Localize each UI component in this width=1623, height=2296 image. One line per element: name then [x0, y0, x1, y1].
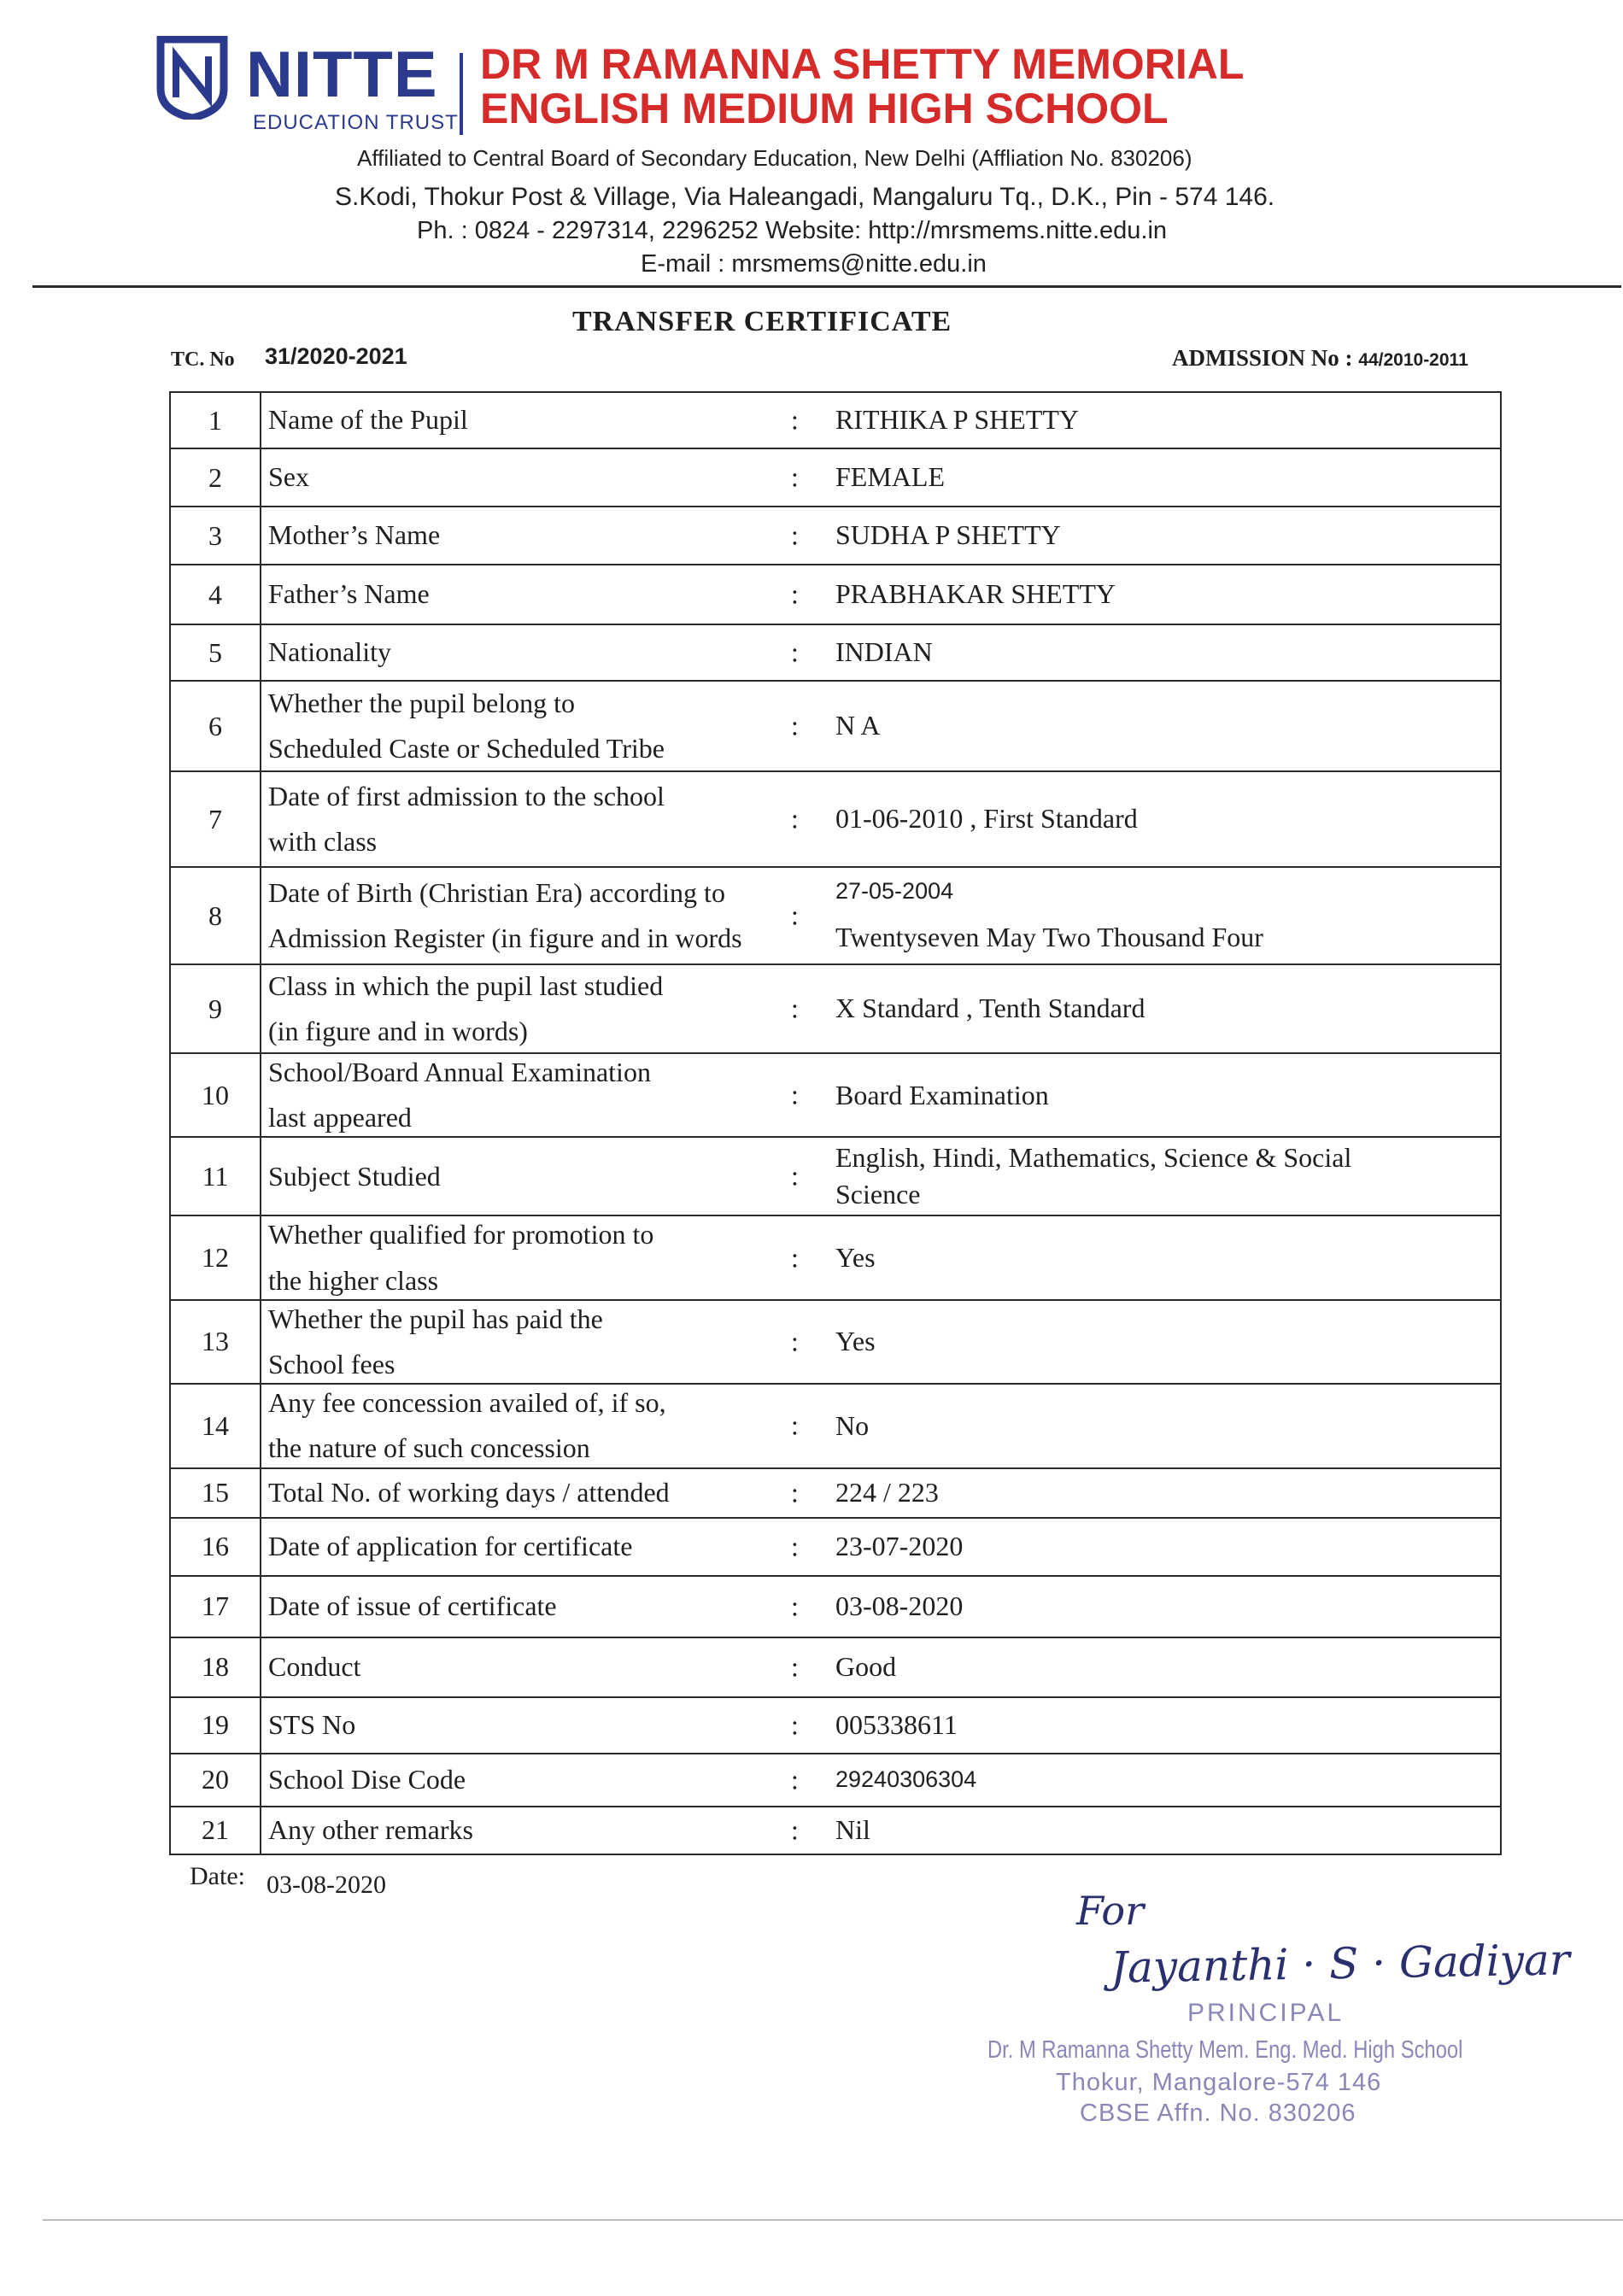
row-label-text: Name of the Pupil — [268, 404, 468, 436]
org-trust-name: EDUCATION TRUST — [253, 111, 459, 134]
row-colon: : — [791, 803, 799, 835]
row-label-text-2: with class — [268, 826, 378, 857]
row-value-text: PRABHAKAR SHETTY — [835, 578, 1116, 610]
row-colon: : — [791, 1651, 799, 1682]
row-colon: : — [791, 1242, 799, 1274]
row-value — [791, 448, 1501, 507]
row-label-text: Whether qualified for promotion to — [268, 1219, 654, 1250]
row-label — [261, 681, 791, 771]
row-colon: : — [791, 1160, 799, 1192]
row-label — [261, 1215, 791, 1299]
table-row — [170, 1137, 1501, 1215]
row-value — [791, 1300, 1501, 1384]
row-value-text: SUDHA P SHETTY — [835, 519, 1061, 551]
row-label-text: Whether the pupil belong to — [268, 687, 576, 718]
row-number: 5 — [170, 624, 261, 681]
row-value — [791, 681, 1501, 771]
principal-signature: Jayanthi · S · Gadiyar — [1110, 1935, 1571, 1993]
row-number: 6 — [170, 681, 261, 771]
row-value-text: Yes — [835, 1241, 876, 1273]
row-number: 15 — [170, 1468, 261, 1518]
row-colon: : — [791, 993, 799, 1024]
row-number: 13 — [170, 1300, 261, 1384]
row-colon: : — [791, 461, 799, 493]
row-number: 4 — [170, 565, 261, 624]
row-number: 21 — [170, 1807, 261, 1854]
row-label-text: Any other remarks — [268, 1813, 473, 1845]
row-label-text: Any fee concession availed of, if so, — [268, 1387, 666, 1419]
row-number: 16 — [170, 1518, 261, 1576]
row-value — [791, 1807, 1501, 1854]
row-label — [261, 1754, 791, 1807]
tc-number-value: 31/2020-2021 — [265, 343, 407, 369]
table-row — [170, 624, 1501, 681]
row-value-text: 03-08-2020 — [835, 1590, 964, 1621]
row-colon: : — [791, 1477, 799, 1508]
row-value-text: 27-05-2004 — [835, 878, 954, 905]
row-value-text: X Standard , Tenth Standard — [835, 993, 1145, 1024]
row-label-text-2: the nature of such concession — [268, 1432, 590, 1464]
row-label-text-2: Scheduled Caste or Scheduled Tribe — [268, 733, 665, 764]
row-value-text: 224 / 223 — [835, 1476, 939, 1508]
affiliation-line: Affiliated to Central Board of Secondary Education, New Delhi (Affliation No. 830206) — [357, 145, 1192, 171]
row-value-text: 23-07-2020 — [835, 1530, 964, 1561]
table-row — [170, 867, 1501, 964]
row-label-text: STS No — [268, 1708, 356, 1740]
row-value — [791, 771, 1501, 867]
table-row — [170, 448, 1501, 507]
row-value — [791, 1053, 1501, 1137]
row-label-text: Nationality — [268, 636, 391, 668]
row-number: 9 — [170, 964, 261, 1053]
row-value-text: English, Hindi, Mathematics, Science & Social — [835, 1142, 1352, 1174]
nitte-logo-icon — [155, 36, 229, 120]
table-row — [170, 1468, 1501, 1518]
row-value — [791, 964, 1501, 1053]
row-colon: : — [791, 710, 799, 741]
admission-number — [1172, 345, 1468, 372]
row-number: 12 — [170, 1215, 261, 1299]
row-value — [791, 1215, 1501, 1299]
table-row — [170, 1637, 1501, 1697]
row-label-text: Date of first admission to the school — [268, 780, 665, 811]
org-short-name: NITTE — [246, 38, 438, 111]
bottom-rule — [43, 2219, 1623, 2221]
row-label — [261, 1384, 791, 1467]
certificate-table — [169, 391, 1502, 1855]
table-row — [170, 565, 1501, 624]
table-row — [170, 1215, 1501, 1299]
row-colon: : — [791, 636, 799, 668]
row-value — [791, 565, 1501, 624]
row-label — [261, 1518, 791, 1576]
row-value — [791, 1468, 1501, 1518]
row-number: 10 — [170, 1053, 261, 1137]
table-row — [170, 1300, 1501, 1384]
table-row — [170, 1807, 1501, 1854]
row-value-text-2: Science — [835, 1179, 921, 1210]
row-label-text: Date of issue of certificate — [268, 1590, 557, 1621]
row-number: 1 — [170, 392, 261, 448]
row-label — [261, 1576, 791, 1637]
row-label-text-2: last appeared — [268, 1102, 412, 1133]
table-row — [170, 681, 1501, 771]
row-label-text: Mother’s Name — [268, 519, 441, 551]
row-value — [791, 1576, 1501, 1637]
row-colon: : — [791, 1814, 799, 1845]
tc-number-label: TC. No — [171, 348, 235, 371]
row-number: 14 — [170, 1384, 261, 1467]
row-label-text: Class in which the pupil last studied — [268, 969, 664, 1001]
row-number: 8 — [170, 867, 261, 964]
email-line: E-mail : mrsmems@nitte.edu.in — [641, 250, 987, 278]
admission-value: 44/2010-2011 — [1358, 350, 1468, 370]
row-value — [791, 1697, 1501, 1754]
address-line: S.Kodi, Thokur Post & Village, Via Haleangadi, Mangaluru Tq., D.K., Pin - 574 146. — [335, 183, 1275, 211]
row-number: 11 — [170, 1137, 261, 1215]
school-name-line1: DR M RAMANNA SHETTY MEMORIAL — [480, 40, 1245, 88]
row-number: 2 — [170, 448, 261, 507]
row-value-text: 005338611 — [835, 1708, 958, 1740]
row-label-text: Conduct — [268, 1650, 361, 1682]
row-number: 7 — [170, 771, 261, 867]
row-label-text: Subject Studied — [268, 1160, 441, 1192]
row-label — [261, 964, 791, 1053]
row-value — [791, 1518, 1501, 1576]
row-value-text: Yes — [835, 1326, 876, 1357]
admission-label: ADMISSION No : — [1172, 345, 1353, 371]
row-label — [261, 1468, 791, 1518]
row-value-text: Board Examination — [835, 1079, 1049, 1110]
row-colon: : — [791, 899, 799, 931]
row-colon: : — [791, 519, 799, 551]
stamp-line1: Dr. M Ramanna Shetty Mem. Eng. Med. High School — [987, 2036, 1463, 2064]
row-value — [791, 624, 1501, 681]
table-row — [170, 507, 1501, 565]
row-label-text: Whether the pupil has paid the — [268, 1303, 603, 1334]
row-colon: : — [791, 1079, 799, 1110]
header-divider — [460, 53, 463, 135]
row-label — [261, 1697, 791, 1754]
row-colon: : — [791, 1409, 799, 1441]
row-colon: : — [791, 1326, 799, 1357]
row-number: 17 — [170, 1576, 261, 1637]
table-row — [170, 1697, 1501, 1754]
table-row — [170, 771, 1501, 867]
row-label-text: Father’s Name — [268, 578, 430, 610]
row-label-text: Sex — [268, 461, 309, 493]
row-value-text: 01-06-2010 , First Standard — [835, 803, 1138, 835]
row-value — [791, 1137, 1501, 1215]
row-colon: : — [791, 1590, 799, 1621]
row-label-text: Date of application for certificate — [268, 1530, 633, 1561]
row-value-text-2: Twentyseven May Two Thousand Four — [835, 921, 1263, 952]
row-colon: : — [791, 578, 799, 610]
row-value-text: Good — [835, 1650, 897, 1682]
row-label — [261, 507, 791, 565]
row-label — [261, 1137, 791, 1215]
header-rule — [32, 285, 1621, 288]
row-label-text: Date of Birth (Christian Era) according to — [268, 876, 725, 908]
row-value — [791, 1637, 1501, 1697]
date-label: Date: — [190, 1862, 245, 1890]
row-label — [261, 1053, 791, 1137]
row-value — [791, 1384, 1501, 1467]
row-label — [261, 624, 791, 681]
table-row — [170, 1053, 1501, 1137]
row-label — [261, 1807, 791, 1854]
row-label — [261, 867, 791, 964]
row-value — [791, 392, 1501, 448]
school-name-line2: ENGLISH MEDIUM HIGH SCHOOL — [480, 85, 1169, 132]
row-label — [261, 771, 791, 867]
row-value-text: 29240306304 — [835, 1766, 977, 1793]
date-value: 03-08-2020 — [267, 1871, 386, 1899]
table-row — [170, 1576, 1501, 1637]
row-number: 19 — [170, 1697, 261, 1754]
row-label — [261, 1637, 791, 1697]
certificate-title: TRANSFER CERTIFICATE — [572, 306, 952, 337]
row-label-text: Total No. of working days / attended — [268, 1476, 670, 1508]
table-row — [170, 392, 1501, 448]
row-label-text-2: the higher class — [268, 1264, 439, 1296]
phone-website-line: Ph. : 0824 - 2297314, 2296252 Website: http://mrsmems.nitte.edu.in — [417, 217, 1168, 244]
row-colon: : — [791, 1709, 799, 1740]
row-label-text: School Dise Code — [268, 1763, 466, 1795]
table-row — [170, 1754, 1501, 1807]
row-label-text: School/Board Annual Examination — [268, 1057, 651, 1087]
row-label-text-2: (in figure and in words) — [268, 1016, 528, 1046]
row-label — [261, 1300, 791, 1384]
row-label-text-2: Admission Register (in figure and in words — [268, 922, 742, 953]
stamp-line3: CBSE Affn. No. 830206 — [1080, 2100, 1356, 2127]
row-value-text: FEMALE — [835, 461, 945, 493]
table-row — [170, 1384, 1501, 1467]
row-number: 18 — [170, 1637, 261, 1697]
row-colon: : — [791, 1531, 799, 1561]
row-label-text-2: School fees — [268, 1348, 395, 1379]
row-label — [261, 448, 791, 507]
row-label — [261, 392, 791, 448]
table-row — [170, 964, 1501, 1053]
row-label — [261, 565, 791, 624]
row-value-text: INDIAN — [835, 636, 933, 668]
row-number: 3 — [170, 507, 261, 565]
row-value — [791, 1754, 1501, 1807]
row-number: 20 — [170, 1754, 261, 1807]
row-value-text: No — [835, 1409, 870, 1441]
row-value-text: RITHIKA P SHETTY — [835, 404, 1080, 436]
row-colon: : — [791, 1764, 799, 1795]
row-colon: : — [791, 404, 799, 436]
stamp-line2: Thokur, Mangalore-574 146 — [1056, 2069, 1382, 2096]
row-value — [791, 867, 1501, 964]
stamp-title: PRINCIPAL — [1187, 1999, 1345, 2027]
table-row — [170, 1518, 1501, 1576]
row-value — [791, 507, 1501, 565]
row-value-text: N A — [835, 710, 881, 741]
signature-for: For — [1076, 1888, 1145, 1934]
row-value-text: Nil — [835, 1813, 870, 1845]
